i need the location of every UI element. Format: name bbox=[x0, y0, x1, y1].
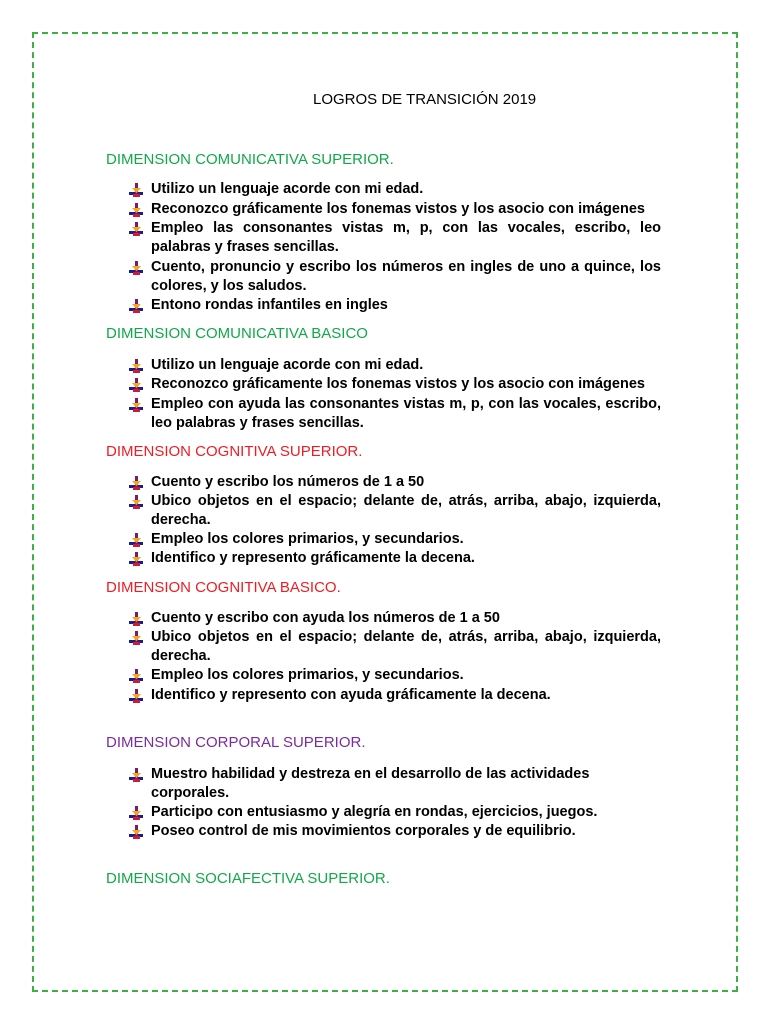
section-heading-corporal-superior: DIMENSION CORPORAL SUPERIOR. bbox=[106, 734, 366, 751]
arrow-bullet-icon bbox=[129, 183, 143, 197]
list-item: Ubico objetos en el espacio; delante de, atrás, arriba, abajo, izquierda, derecha. bbox=[129, 492, 661, 530]
section-heading-cognitiva-superior: DIMENSION COGNITIVA SUPERIOR. bbox=[106, 443, 363, 460]
list-item: Reconozco gráficamente los fonemas vistos y los asocio con imágenes bbox=[129, 375, 661, 394]
arrow-bullet-icon bbox=[129, 631, 143, 645]
section-heading-cognitiva-basico: DIMENSION COGNITIVA BASICO. bbox=[106, 579, 341, 596]
list-item: Empleo los colores primarios, y secundarios. bbox=[129, 530, 661, 549]
arrow-bullet-icon bbox=[129, 378, 143, 392]
section-heading-comunicativa-basico: DIMENSION COMUNICATIVA BASICO bbox=[106, 325, 368, 342]
list-item: Identifico y represento gráficamente la decena. bbox=[129, 549, 661, 568]
section-heading-sociafectiva-superior: DIMENSION SOCIAFECTIVA SUPERIOR. bbox=[106, 870, 390, 887]
list-item: Empleo los colores primarios, y secundarios. bbox=[129, 666, 661, 685]
arrow-bullet-icon bbox=[129, 203, 143, 217]
arrow-bullet-icon bbox=[129, 689, 143, 703]
list-item: Empleo con ayuda las consonantes vistas m, p, con las vocales, escribo, leo palabras y frases sencillas. bbox=[129, 395, 661, 433]
arrow-bullet-icon bbox=[129, 222, 143, 236]
arrow-bullet-icon bbox=[129, 398, 143, 412]
list-item: Cuento y escribo con ayuda los números de 1 a 50 bbox=[129, 609, 661, 628]
list-item: Utilizo un lenguaje acorde con mi edad. bbox=[129, 356, 661, 375]
list-item: Entono rondas infantiles en ingles bbox=[129, 296, 661, 315]
arrow-bullet-icon bbox=[129, 476, 143, 490]
list-item: Reconozco gráficamente los fonemas vistos y los asocio con imágenes bbox=[129, 200, 661, 219]
arrow-bullet-icon bbox=[129, 806, 143, 820]
arrow-bullet-icon bbox=[129, 825, 143, 839]
list-item: Participo con entusiasmo y alegría en rondas, ejercicios, juegos. bbox=[129, 803, 661, 822]
arrow-bullet-icon bbox=[129, 299, 143, 313]
list-item: Muestro habilidad y destreza en el desarrollo de las actividades corporales. bbox=[129, 765, 661, 803]
list-item: Empleo las consonantes vistas m, p, con las vocales, escribo, leo palabras y frases sencillas. bbox=[129, 219, 661, 257]
arrow-bullet-icon bbox=[129, 359, 143, 373]
arrow-bullet-icon bbox=[129, 495, 143, 509]
arrow-bullet-icon bbox=[129, 612, 143, 626]
arrow-bullet-icon bbox=[129, 261, 143, 275]
list-item: Identifico y represento con ayuda gráficamente la decena. bbox=[129, 686, 661, 705]
arrow-bullet-icon bbox=[129, 768, 143, 782]
list-item: Poseo control de mis movimientos corporales y de equilibrio. bbox=[129, 822, 661, 841]
list-item: Cuento, pronuncio y escribo los números en ingles de uno a quince, los colores, y los saludos. bbox=[129, 258, 661, 296]
list-item: Utilizo un lenguaje acorde con mi edad. bbox=[129, 180, 661, 199]
list-item: Cuento y escribo los números de 1 a 50 bbox=[129, 473, 661, 492]
arrow-bullet-icon bbox=[129, 552, 143, 566]
arrow-bullet-icon bbox=[129, 533, 143, 547]
document-title: LOGROS DE TRANSICIÓN 2019 bbox=[313, 91, 537, 108]
list-item: Ubico objetos en el espacio; delante de, atrás, arriba, abajo, izquierda, derecha. bbox=[129, 628, 661, 666]
section-heading-comunicativa-superior: DIMENSION COMUNICATIVA SUPERIOR. bbox=[106, 151, 394, 168]
arrow-bullet-icon bbox=[129, 669, 143, 683]
